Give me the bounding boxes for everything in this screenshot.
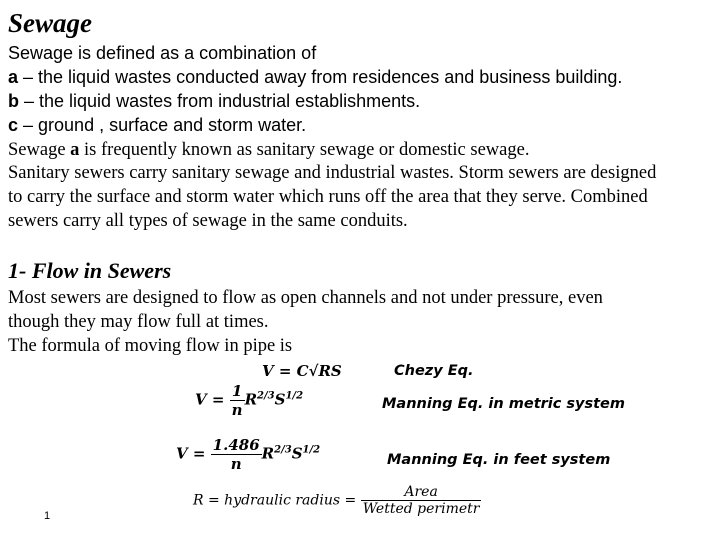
list-item-text: – ground , surface and storm water.	[18, 115, 307, 135]
list-item-text: – the liquid wastes from industrial establishments.	[19, 91, 421, 111]
fraction-numerator: 1	[231, 382, 243, 400]
section-line: The formula of moving flow in pipe is	[8, 336, 293, 356]
page-number: 1	[44, 510, 51, 522]
manning-s-exponent: 1/2	[285, 390, 304, 402]
manning-metric-lhs: V =	[195, 390, 225, 409]
chezy-label: Chezy Eq.	[394, 363, 474, 379]
manning-metric-formula	[195, 382, 303, 419]
chezy-formula: V = C√RS	[262, 362, 342, 380]
section-line: Most sewers are designed to flow as open channels and not under pressure, even	[8, 288, 603, 308]
fraction-numerator: 1.486	[212, 436, 260, 454]
list-item-key: b	[8, 91, 19, 111]
fraction-denominator: Wetted perimetr	[362, 501, 480, 517]
manning-metric-fraction	[230, 382, 245, 419]
page-title: Sewage	[8, 8, 92, 38]
note-key: a	[70, 140, 80, 160]
list-item	[8, 68, 622, 86]
fraction-denominator: n	[231, 401, 243, 419]
manning-r: R	[244, 390, 258, 409]
paragraph-line: Sanitary sewers carry sanitary sewage and industrial wastes. Storm sewers are designed	[8, 163, 657, 183]
sanitary-note	[8, 141, 529, 160]
fraction-numerator: Area	[404, 484, 438, 500]
note-before: Sewage	[8, 140, 71, 160]
section-line: though they may flow full at times.	[8, 312, 269, 332]
section-heading: 1- Flow in Sewers	[8, 258, 172, 283]
manning-s: S	[291, 444, 303, 463]
paragraph-line: sewers carry all types of sewage in the same conduits.	[8, 211, 408, 231]
hydraulic-radius-lhs: R = hydraulic radius =	[193, 492, 357, 509]
hydraulic-radius-fraction	[361, 484, 482, 517]
definition-line: Sewage is defined as a combination of	[8, 43, 317, 63]
list-item-text: – the liquid wastes conducted away from residences and business building.	[18, 67, 623, 87]
manning-metric-label: Manning Eq. in metric system	[382, 396, 625, 412]
list-item-key: c	[8, 115, 19, 135]
manning-s-exponent: 1/2	[302, 444, 321, 456]
list-item-key: a	[8, 67, 19, 87]
manning-r-exponent: 2/3	[257, 390, 275, 402]
list-item	[8, 92, 420, 110]
hydraulic-radius-formula	[193, 484, 481, 517]
manning-s: S	[274, 390, 286, 409]
list-item	[8, 116, 306, 134]
manning-r: R	[261, 444, 275, 463]
manning-r-exponent: 2/3	[274, 444, 292, 456]
manning-feet-label: Manning Eq. in feet system	[387, 452, 611, 468]
paragraph-line: to carry the surface and storm water which runs off the area that they serve. Combined	[8, 187, 648, 207]
note-after: is frequently known as sanitary sewage or domestic sewage.	[79, 140, 530, 160]
manning-feet-lhs: V =	[176, 444, 206, 463]
fraction-denominator: n	[211, 454, 262, 473]
manning-feet-fraction	[211, 436, 262, 473]
manning-feet-formula	[176, 436, 320, 473]
